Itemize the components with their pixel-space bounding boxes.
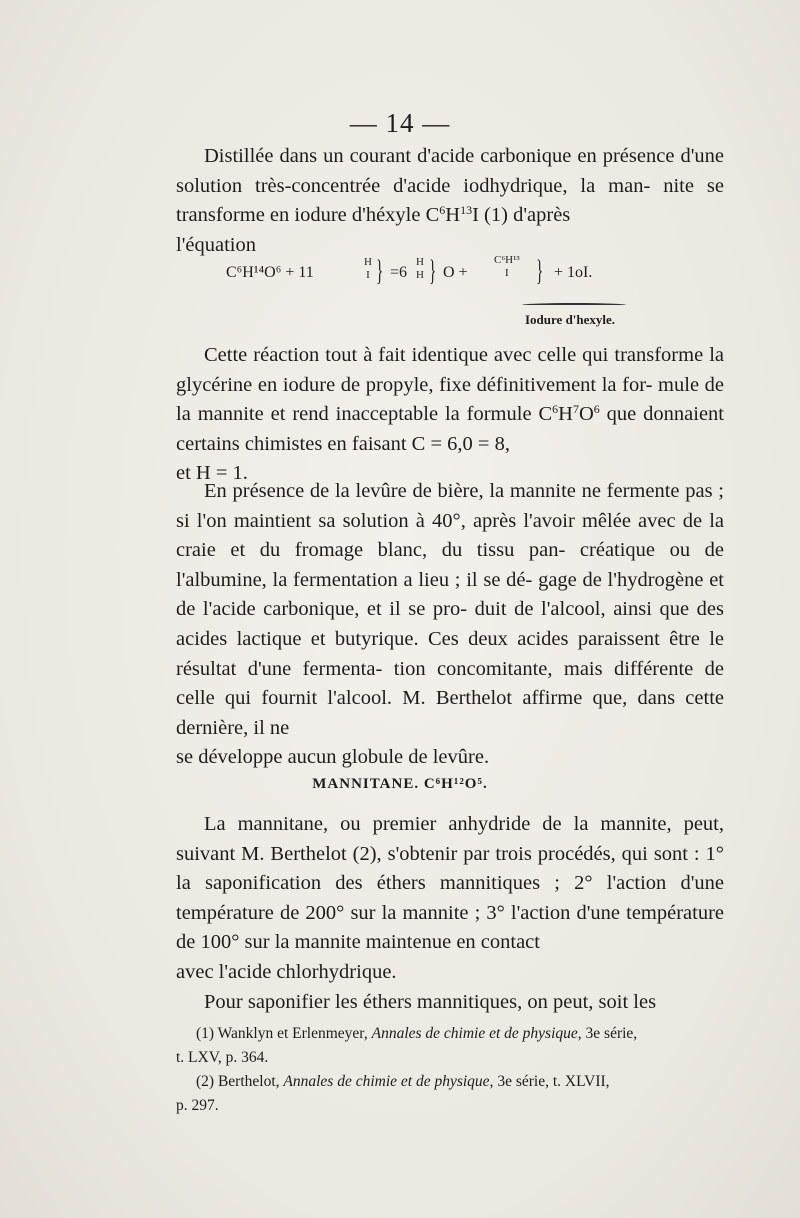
- footnote-1-line-2: t. LXV, p. 364.: [176, 1049, 269, 1066]
- paragraph-2: [176, 341, 724, 489]
- footnote-1-pre: (1) Wanklyn et Erlenmeyer,: [196, 1025, 372, 1042]
- p1-sup-13: 13: [460, 203, 473, 218]
- p1-sup-6: 6: [439, 203, 446, 218]
- footnote-2-pre: (2) Berthelot,: [196, 1073, 284, 1090]
- equation-hh-bottom: H: [416, 269, 424, 281]
- footnote-1: [176, 1022, 724, 1070]
- footnote-2-line-2: p. 297.: [176, 1097, 219, 1114]
- equation-label: Iodure d'hexyle.: [525, 312, 616, 327]
- page-number: — 14 —: [349, 108, 451, 138]
- equation-c6-stack: [494, 254, 520, 280]
- paragraph-4-text: [176, 810, 724, 988]
- footnote-2-post: , 3e série, t. XLVII,: [489, 1073, 610, 1090]
- brace-icon: }: [376, 254, 384, 287]
- paragraph-4: [176, 810, 724, 988]
- paragraph-2-text: [176, 341, 724, 489]
- paragraph-5-text: [176, 988, 724, 1018]
- equation-hh-stack: [416, 256, 424, 282]
- p3-line-4: créatique ou de l'albumine, la fermentation a lieu ; il se dé-: [176, 539, 724, 591]
- p2-formula-o: O: [578, 403, 594, 426]
- equation-hi-stack: [364, 256, 372, 282]
- brace-icon: }: [429, 254, 437, 287]
- p4-line-3: sont : 1° la saponification des éthers mannitiques ; 2° l'action: [176, 842, 724, 895]
- p5-line-1: Pour saponifier les éthers mannitiques, on peut, soit les: [204, 991, 657, 1013]
- p3-line-5: gage de l'hydrogène et de l'acide carbonique, et il se pro-: [176, 568, 724, 621]
- p3-line-7: Ces deux acides paraissent être le résultat d'une fermenta-: [176, 627, 724, 680]
- p1-line-3: nite se transforme en iodure d'héxyle C: [176, 174, 724, 227]
- chemical-equation: [226, 252, 666, 296]
- p2-line-1: Cette réaction tout à fait identique avec celle qui transforme: [204, 344, 704, 366]
- equation-c6-top: C⁶H¹³: [494, 254, 520, 266]
- equation-tail: + 1oI.: [554, 264, 593, 281]
- footnotes: [176, 1022, 724, 1118]
- p1-line-1: Distillée dans un courant d'acide carbonique en présence: [204, 145, 675, 167]
- equation-o-plus: O +: [443, 264, 468, 281]
- equation-hi-bottom: I: [366, 269, 370, 281]
- footnote-2: [176, 1070, 724, 1118]
- equation-underbrace: [522, 303, 626, 307]
- p2-line-2: la glycérine en iodure de propyle, fixe définitivement la for-: [176, 344, 724, 396]
- equation-hi-top: H: [364, 256, 372, 268]
- p2-sup-a: 6: [552, 402, 559, 417]
- footnote-2-title: Annales de chimie et de physique: [283, 1073, 490, 1090]
- p2-sup-c: 7: [572, 402, 579, 417]
- p3-line-9: l'alcool. M. Berthelot affirme que, dans cette dernière, il ne: [176, 687, 724, 739]
- p4-line-5: température de 100° sur la mannite maintenue en contact: [176, 901, 725, 954]
- section-heading: MANNITANE. C⁶H¹²O⁵.: [312, 776, 488, 792]
- p2-line-4: que donnaient certains chimistes en faisant C = 6,0 = 8,: [176, 403, 724, 455]
- p2-line-3: mule de la mannite et rend inacceptable la formule C: [176, 373, 724, 426]
- p4-line-6: avec l'acide chlorhydrique.: [176, 960, 397, 983]
- paragraph-1: [176, 142, 724, 260]
- p4-line-1: La mannitane, ou premier anhydride de la mannite, peut,: [204, 813, 724, 835]
- p3-line-8: tion concomitante, mais différente de celle qui fournit: [176, 657, 724, 710]
- paragraph-3-text: [176, 477, 724, 773]
- p2-formula-h: H: [558, 403, 573, 426]
- p1-line-4: l'équation: [176, 233, 256, 256]
- p3-line-1: En présence de la levûre de bière, la mannite ne fermente: [204, 480, 680, 502]
- p3-line-10: se développe aucun globule de levûre.: [176, 746, 490, 769]
- p1-line-3-end: I (1) d'après: [472, 204, 571, 227]
- equation-equals: =6: [390, 264, 408, 281]
- p2-line-5: et H = 1.: [176, 462, 248, 485]
- equation-hh-top: H: [416, 256, 424, 268]
- equation-lhs: C⁶H¹⁴O⁶ + 11: [226, 264, 314, 281]
- paragraph-5: [176, 988, 724, 1018]
- paragraph-1-text: [176, 142, 724, 260]
- brace-icon: }: [536, 254, 544, 287]
- p3-line-2: pas ; si l'on maintient sa solution à 40°, après l'avoir: [176, 480, 724, 532]
- footnote-1-title: Annales de chimie et de physique: [371, 1025, 578, 1042]
- p3-line-3: mêlée avec de la craie et du fromage blanc, du tissu pan-: [176, 509, 724, 562]
- p3-line-6: duit de l'alcool, ainsi que des acides lactique et butyrique.: [176, 598, 724, 650]
- p4-line-2: suivant M. Berthelot (2), s'obtenir par trois procédés, qui: [176, 842, 648, 865]
- paragraph-3: [176, 477, 724, 773]
- equation-c6-bottom: I: [505, 267, 509, 279]
- p2-sup-e: 6: [593, 402, 600, 417]
- p1-line-2: d'une solution très-concentrée d'acide iodhydrique, la man-: [176, 145, 725, 197]
- p4-line-4: d'une température de 200° sur la mannite ; 3° l'action d'une: [176, 872, 724, 924]
- p1-h: H: [445, 204, 461, 227]
- footnote-1-post: , 3e série,: [577, 1025, 638, 1042]
